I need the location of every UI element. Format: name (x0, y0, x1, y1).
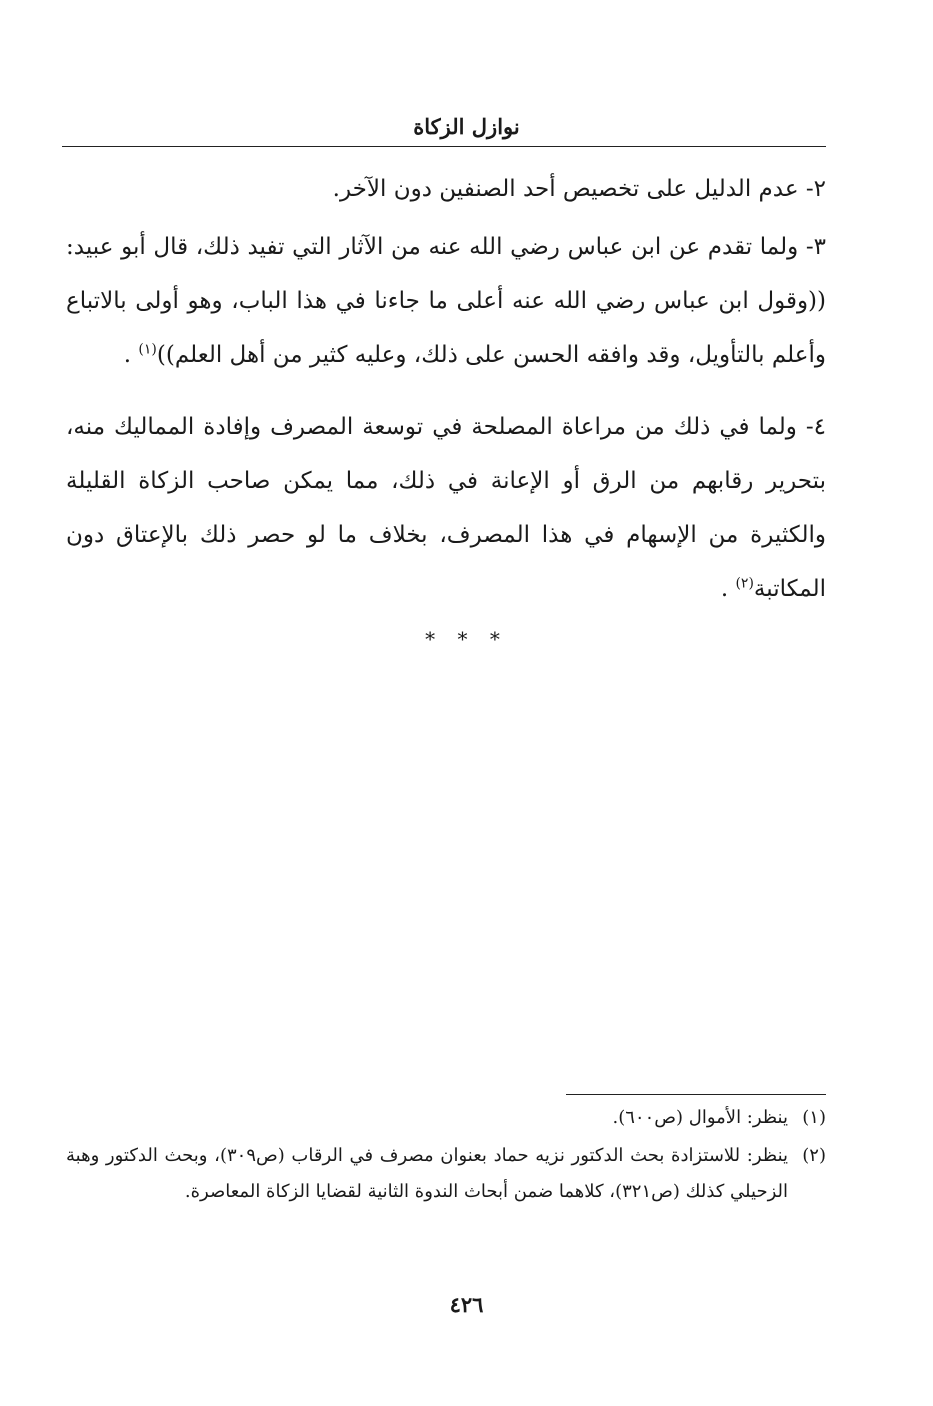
paragraph-4 (66, 400, 826, 616)
footnote-2 (66, 1138, 826, 1210)
footnote-rule (566, 1094, 826, 1095)
running-title: نوازل الزكاة (413, 114, 520, 139)
footnote-1 (66, 1100, 826, 1136)
main-text (66, 162, 826, 634)
footnote-ref-2[interactable]: (٢) (735, 575, 754, 592)
paragraph-2 (66, 162, 826, 216)
paragraph-tail: . (720, 576, 736, 602)
paragraph-tail: . (123, 342, 139, 368)
footnote-text: ينظر: الأموال (ص٦٠٠). (612, 1107, 788, 1128)
paragraph-text: ٤- ولما في ذلك من مراعاة المصلحة في توسعة المصرف وإفادة المماليك منه، بتحرير رقابهم من الرق أو الإعانة في ذلك، مما يمكن صاحب الزكاة القليلة والكثيرة من الإسهام في هذا المصرف، بخلاف ما لو حصر ذلك بالإعتاق دون المكاتبة (66, 414, 826, 602)
footnote-number: (١) (802, 1107, 826, 1128)
footnote-ref-1[interactable]: (١) (138, 341, 157, 358)
footnote-number: (٢) (802, 1145, 826, 1166)
footnote-text: ينظر: للاستزادة بحث الدكتور نزيه حماد بعنوان مصرف في الرقاب (ص٣٠٩)، وبحث الدكتور وهبة الزحيلي كذلك (ص٣٢١)، كلاهما ضمن أبحاث الندوة الثانية لقضايا الزكاة المعاصرة. (66, 1145, 789, 1202)
page-number: ٤٢٦ (449, 1292, 484, 1317)
footnotes (66, 1100, 826, 1212)
header-rule (62, 146, 826, 147)
paragraph-text: ٢- عدم الدليل على تخصيص أحد الصنفين دون الآخر. (332, 176, 826, 202)
section-separator: * * * (425, 627, 508, 651)
paragraph-text: ٣- ولما تقدم عن ابن عباس رضي الله عنه من الآثار التي تفيد ذلك، قال أبو عبيد: ((وقول ابن عباس رضي الله عنه أعلى ما جاءنا في هذا الباب، وهو أولى بالاتباع وأعلم بالتأويل، وقد وافقه الحسن على ذلك، وعليه كثير من أهل العلم)) (66, 234, 826, 368)
paragraph-3 (66, 220, 826, 382)
